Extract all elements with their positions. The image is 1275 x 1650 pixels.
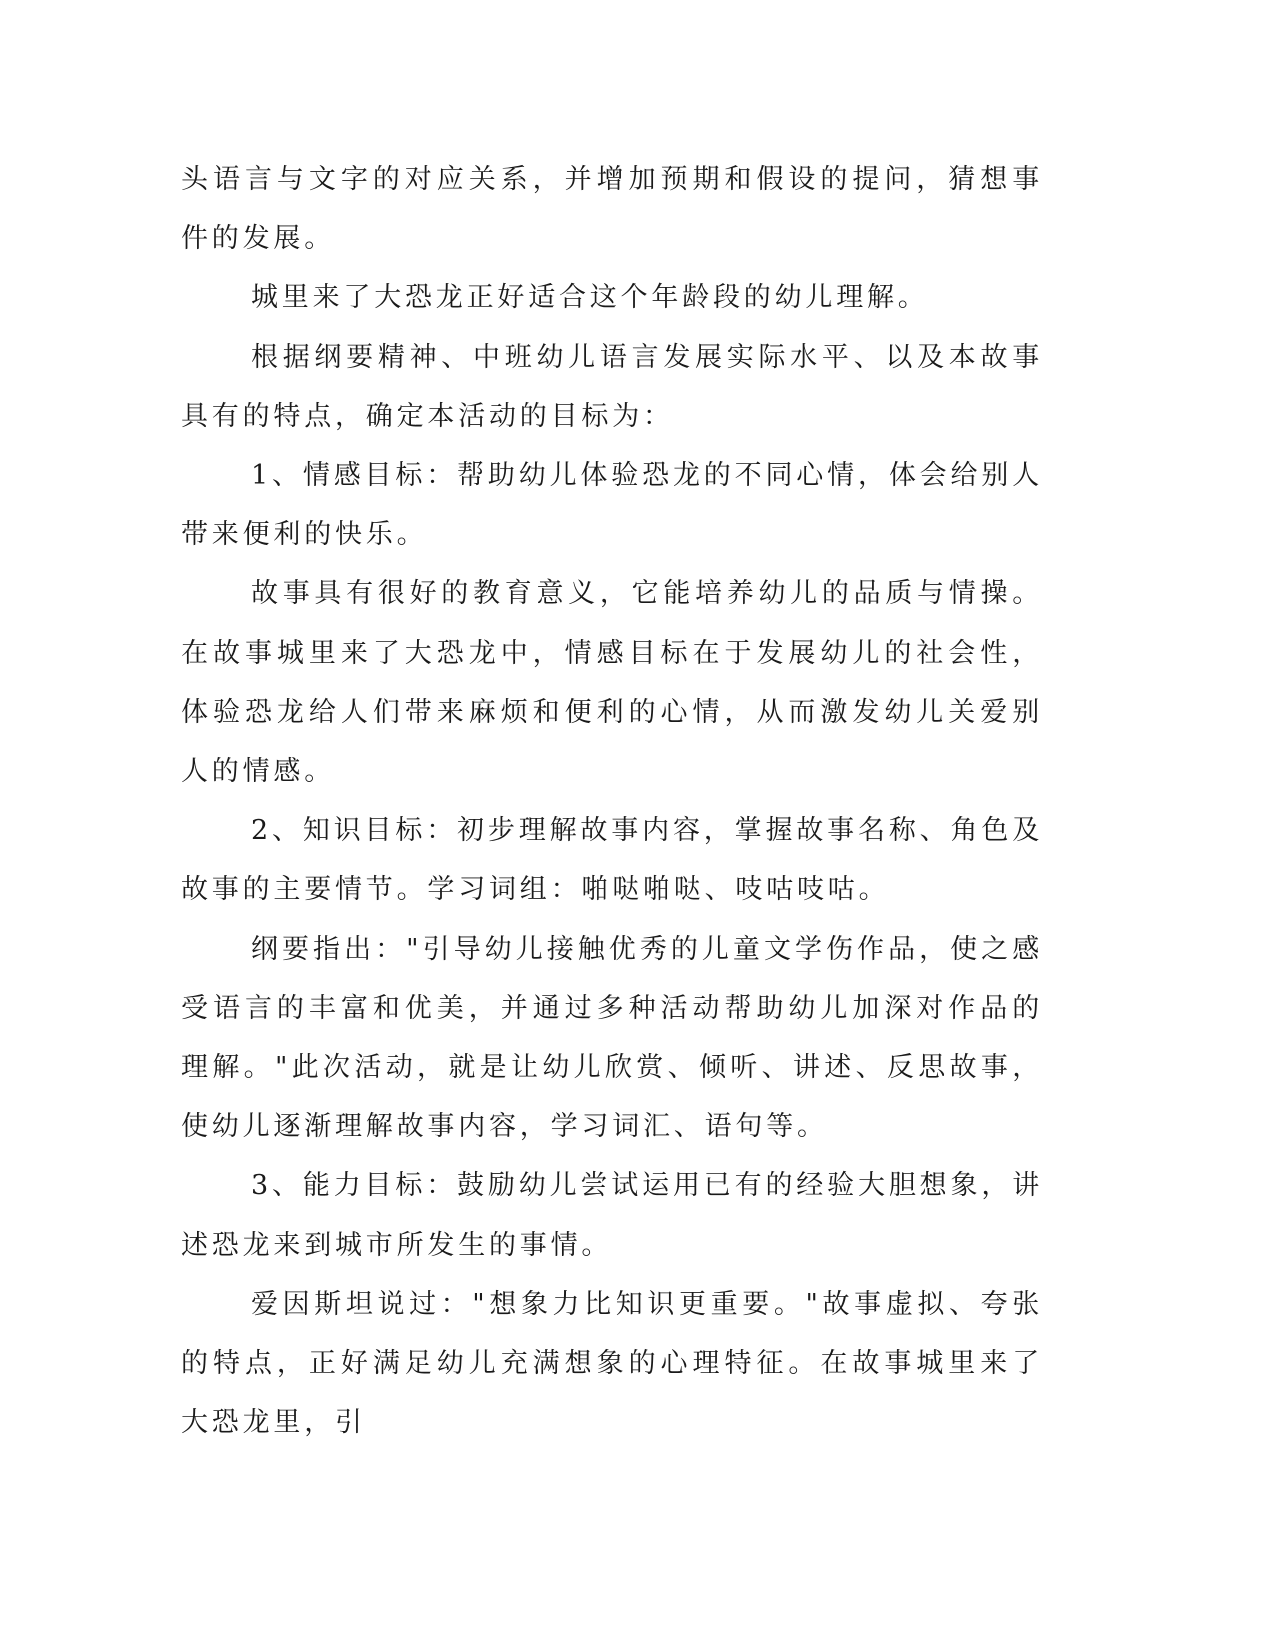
paragraph-ability-explanation: 爱因斯坦说过："想象力比知识更重要。"故事虚拟、夸张的特点，正好满足幼儿充满想象的心理特征。在故事城里来了大恐龙里，引 — [181, 1288, 1043, 1439]
paragraph-emotional-explanation: 故事具有很好的教育意义，它能培养幼儿的品质与情操。在故事城里来了大恐龙中，情感目标在于发展幼儿的社会性，体验恐龙给人们带来麻烦和便利的心情，从而激发幼儿关爱别人的情感。 — [181, 578, 1043, 788]
paragraph-knowledge-explanation: 纲要指出："引导幼儿接触优秀的儿童文学伤作品，使之感受语言的丰富和优美，并通过多种活动帮助幼儿加深对作品的理解。"此次活动，就是让幼儿欣赏、倾听、讲述、反思故事，使幼儿逐渐理解故事内容，学习词汇、语句等。 — [181, 933, 1043, 1143]
paragraph-ability-goal: 3、能力目标：鼓励幼儿尝试运用已有的经验大胆想象，讲述恐龙来到城市所发生的事情。 — [181, 1170, 1043, 1261]
paragraph-goals-lead: 根据纲要精神、中班幼儿语言发展实际水平、以及本故事具有的特点，确定本活动的目标为： — [181, 341, 1043, 432]
paragraph-intro: 城里来了大恐龙正好适合这个年龄段的幼儿理解。 — [251, 282, 929, 314]
paragraph-continuation: 头语言与文字的对应关系，并增加预期和假设的提问，猜想事件的发展。 — [181, 164, 1043, 255]
paragraph-knowledge-goal: 2、知识目标：初步理解故事内容，掌握故事名称、角色及故事的主要情节。学习词组：啪哒啪哒、吱咕吱咕。 — [181, 815, 1043, 906]
document-body — [181, 150, 1043, 1452]
paragraph-emotional-goal: 1、情感目标：帮助幼儿体验恐龙的不同心情，体会给别人带来便利的快乐。 — [181, 460, 1043, 551]
